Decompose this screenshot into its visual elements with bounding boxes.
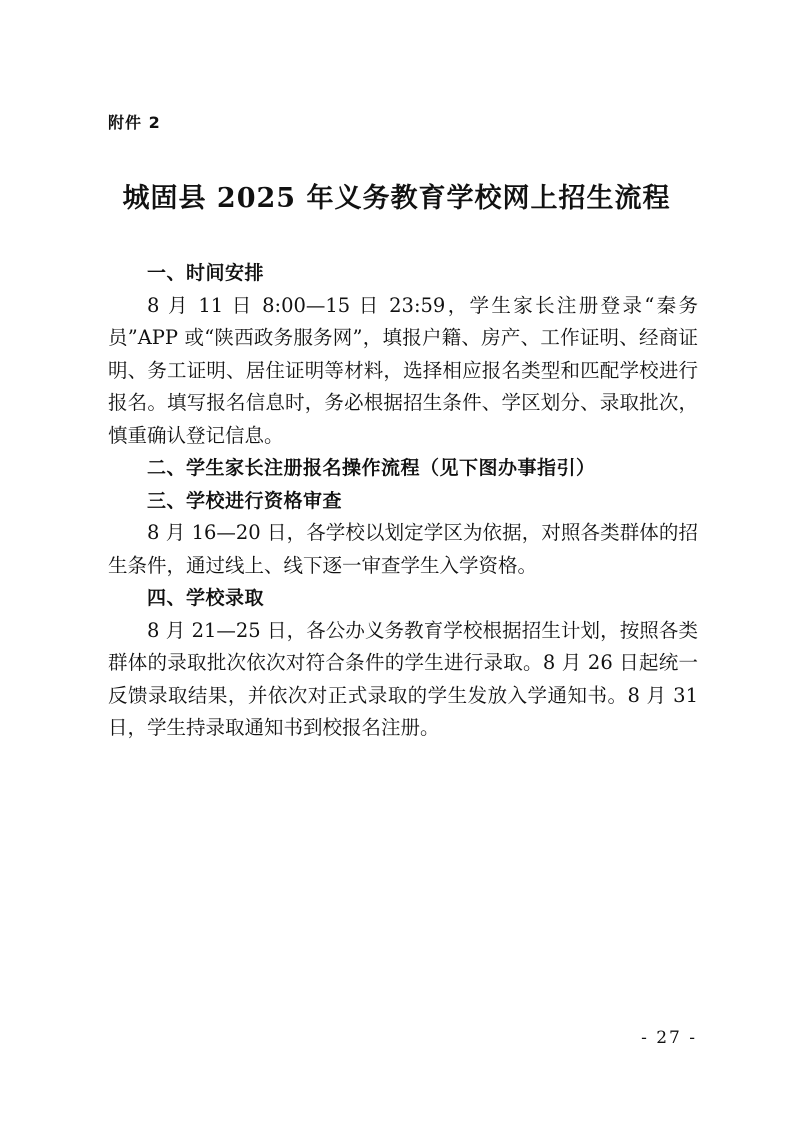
section-paragraph-admission: 8 月 21—25 日，各公办义务教育学校根据招生计划，按照各类群体的录取批次依次对符合条件的学生进行录取。8 月 26 日起统一反馈录取结果，并依次对正式录取的学生发放入学通知书。8 月 31 日，学生持录取通知书到校报名注册。 bbox=[108, 618, 698, 739]
document-body bbox=[108, 257, 698, 745]
section-heading-admission: 四、学校录取 bbox=[147, 587, 265, 609]
attachment-label: 附件 2 bbox=[108, 113, 161, 132]
section-heading-registration-process: 二、学生家长注册报名操作流程（见下图办事指引） bbox=[147, 457, 596, 479]
section-heading-qualification-review: 三、学校进行资格审查 bbox=[147, 489, 343, 512]
section-paragraph-qualification-review: 8 月 16—20 日，各学校以划定学区为依据，对照各类群体的招生条件，通过线上、线下逐一审查学生入学资格。 bbox=[108, 521, 698, 577]
page-number: - 27 - bbox=[641, 1028, 697, 1048]
document-title: 城固县 2025 年义务教育学校网上招生流程 bbox=[122, 183, 671, 214]
section-paragraph-schedule: 8 月 11 日 8:00—15 日 23:59，学生家长注册登录“秦务员”APP 或“陕西政务服务网”，填报户籍、房产、工作证明、经商证明、务工证明、居住证明等材料，选择相应报名类型和匹配学校进行报名。填写报名信息时，务必根据招生条件、学区划分、录取批次，慎重确认登记信息。 bbox=[108, 293, 698, 447]
section-heading-schedule: 一、时间安排 bbox=[147, 262, 265, 284]
